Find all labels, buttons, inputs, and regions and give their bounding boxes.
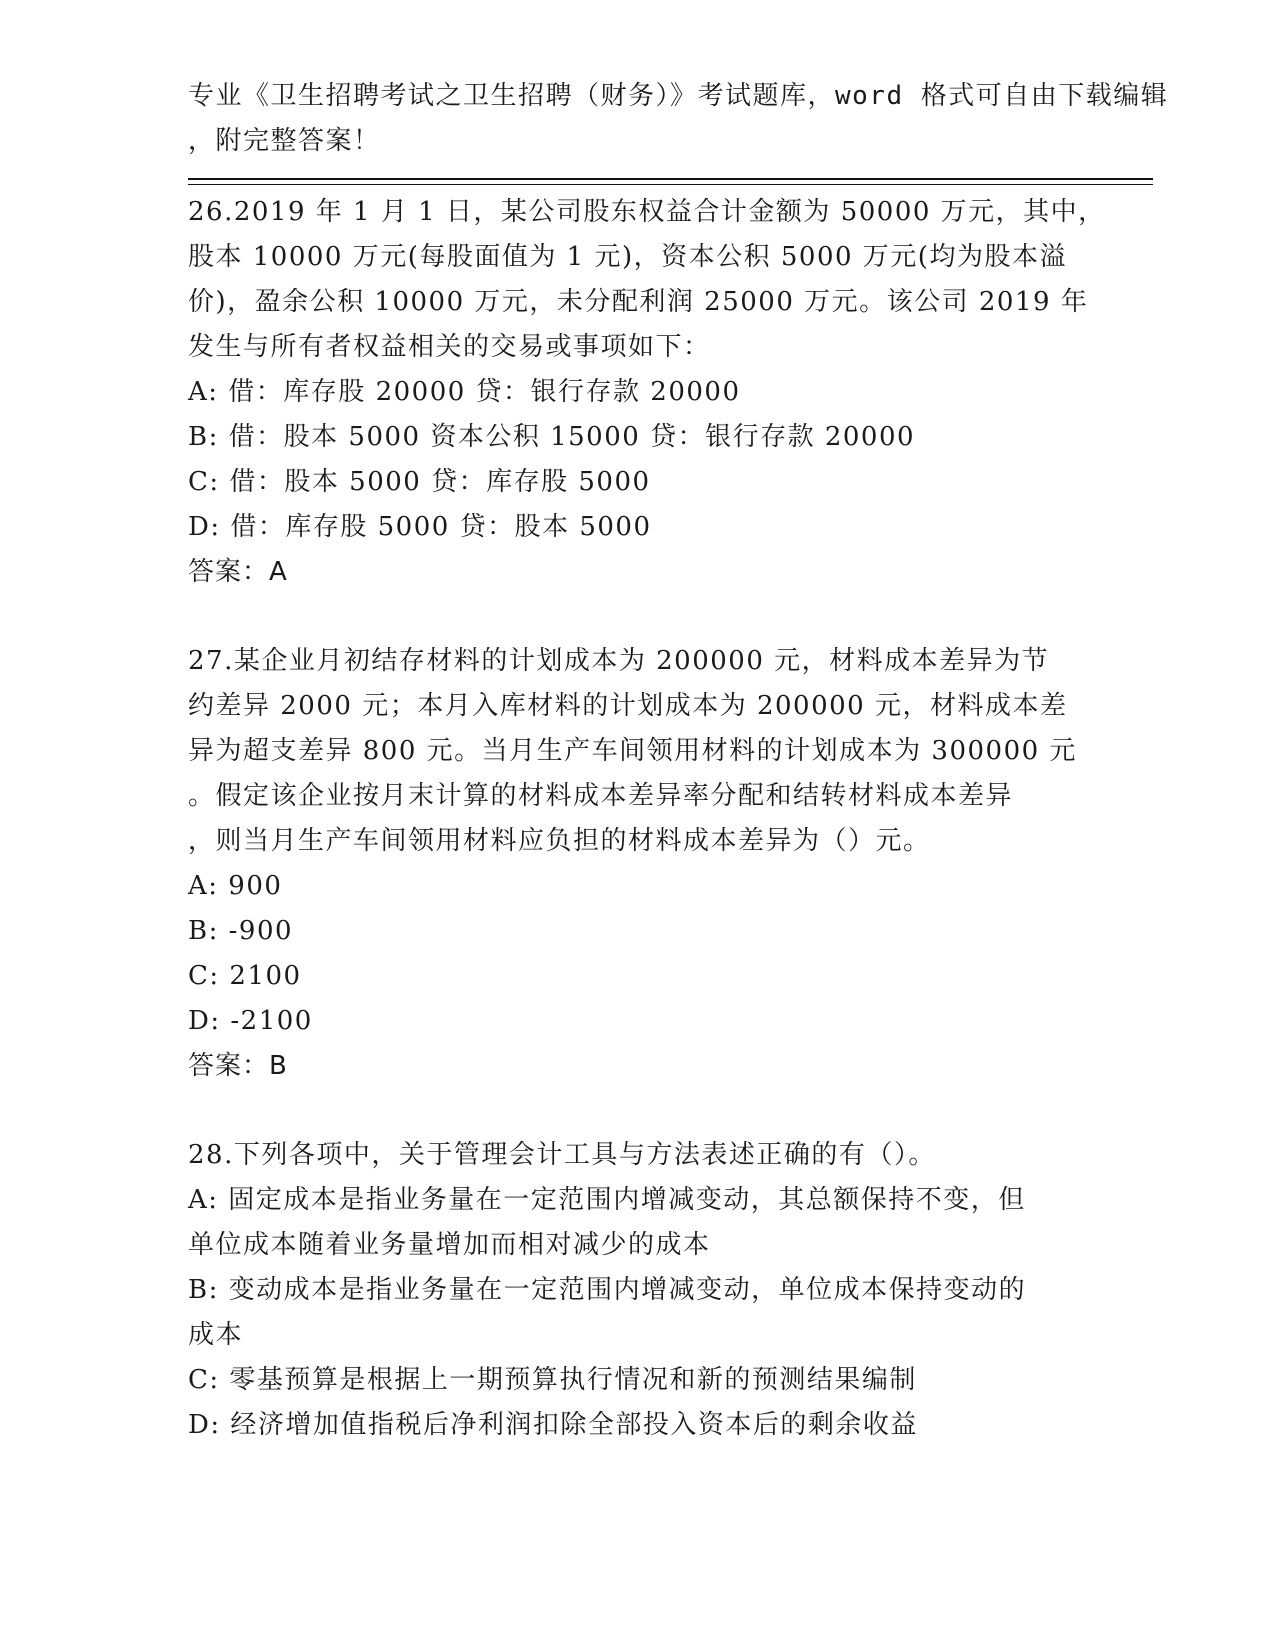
option-line: C: 2100 (188, 961, 302, 991)
question-26 (188, 190, 1106, 595)
option-line: A: 固定成本是指业务量在一定范围内增减变动，其总额保持不变，但 (188, 1185, 1026, 1215)
option-line: A: 900 (188, 871, 283, 901)
option-line: A: 借：库存股 20000 贷：银行存款 20000 (188, 377, 741, 407)
question-stem-line: 26.2019 年 1 月 1 日，某公司股东权益合计金额为 50000 万元，其中， (188, 197, 1106, 227)
question-stem-line: 。假定该企业按月末计算的材料成本差异率分配和结转材料成本差异 (188, 781, 1014, 811)
option-line: B: 变动成本是指业务量在一定范围内增减变动，单位成本保持变动的 (188, 1275, 1027, 1305)
option-line: 单位成本随着业务量增加而相对减少的成本 (188, 1230, 711, 1260)
option-line: C: 零基预算是根据上一期预算执行情况和新的预测结果编制 (188, 1365, 917, 1395)
question-27 (188, 639, 1088, 1089)
question-stem-line: 异为超支差异 800 元。当月生产车间领用材料的计划成本为 300000 元 (188, 736, 1077, 766)
option-line: D: 经济增加值指税后净利润扣除全部投入资本后的剩余收益 (188, 1410, 918, 1440)
option-line: C: 借：股本 5000 贷：库存股 5000 (188, 467, 651, 497)
header-rule-thick (188, 178, 1153, 180)
question-stem-line: 价)，盈余公积 10000 万元，未分配利润 25000 万元。该公司 2019 年 (188, 287, 1089, 317)
question-list (188, 190, 1106, 1492)
page-header (188, 74, 1169, 164)
question-28 (188, 1133, 1088, 1448)
question-stem-line: ，则当月生产车间领用材料应负担的材料成本差异为（）元。 (188, 826, 931, 856)
question-stem-line: 27.某企业月初结存材料的计划成本为 200000 元，材料成本差异为节 (188, 646, 1050, 676)
question-stem-line: 发生与所有者权益相关的交易或事项如下： (188, 332, 711, 362)
header-line: 专业《卫生招聘考试之卫生招聘（财务）》考试题库，word 格式可自由下载编辑 (188, 81, 1169, 111)
option-line: D: -2100 (188, 1006, 313, 1036)
option-line: B: -900 (188, 916, 294, 946)
answer-label: 答案：A (188, 557, 288, 587)
option-line: D: 借：库存股 5000 贷：股本 5000 (188, 512, 652, 542)
option-line: B: 借：股本 5000 资本公积 15000 贷：银行存款 20000 (188, 422, 916, 452)
header-rule-thin (188, 184, 1153, 185)
header-line: ，附完整答案！ (188, 126, 381, 156)
answer-label: 答案：B (188, 1051, 288, 1081)
option-line: 成本 (188, 1320, 244, 1350)
question-stem-line: 28.下列各项中，关于管理会计工具与方法表述正确的有（）。 (188, 1140, 936, 1170)
question-stem-line: 约差异 2000 元；本月入库材料的计划成本为 200000 元，材料成本差 (188, 691, 1068, 721)
question-stem-line: 股本 10000 万元(每股面值为 1 元)，资本公积 5000 万元(均为股本溢 (188, 242, 1067, 272)
